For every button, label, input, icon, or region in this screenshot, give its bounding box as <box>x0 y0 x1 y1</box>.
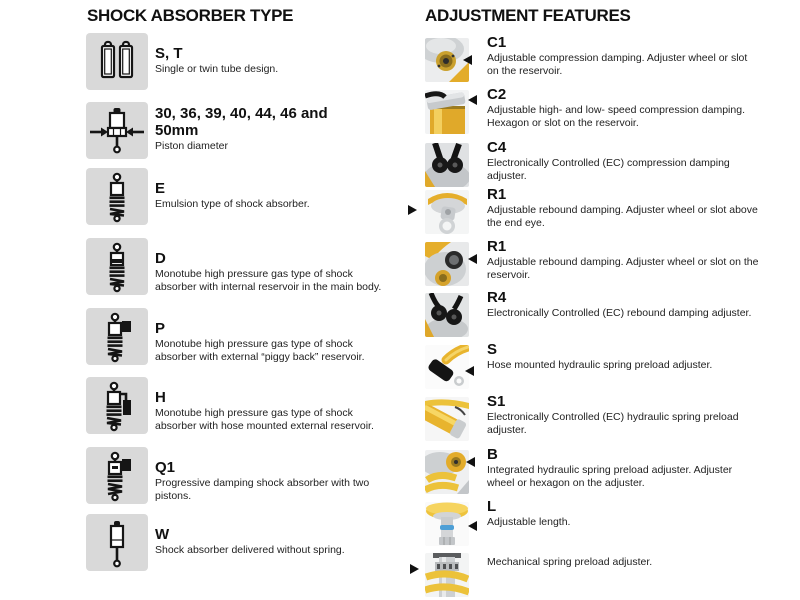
ec-rebound-adjuster-photo <box>425 293 469 337</box>
type-code: Q1 <box>155 459 176 476</box>
feature-description: Adjustable rebound damping. Adjuster wheel or slot on the reservoir. <box>487 256 759 281</box>
shock-without-spring-icon <box>86 514 148 571</box>
feature-pointer-icon <box>465 366 474 376</box>
list-item <box>86 447 406 504</box>
rebound-adjuster-end-eye-photo <box>425 190 469 234</box>
feature-description: Adjustable compression damping. Adjuster wheel or slot on the reservoir. <box>487 52 748 77</box>
type-code: W <box>155 526 170 543</box>
feature-description: Mechanical spring preload adjuster. <box>487 556 653 568</box>
right-section-title: ADJUSTMENT FEATURES <box>425 6 631 25</box>
feature-code: R4 <box>487 289 507 306</box>
left-section-title: SHOCK ABSORBER TYPE <box>87 6 294 25</box>
monotube-internal-reservoir-icon <box>86 238 148 295</box>
list-item <box>425 341 765 389</box>
type-code: E <box>155 180 166 197</box>
feature-pointer-icon <box>466 457 475 467</box>
list-item <box>425 238 765 286</box>
feature-code: R1 <box>487 186 507 203</box>
feature-code: S1 <box>487 393 506 410</box>
mechanical-preload-adjuster-photo <box>425 553 469 597</box>
feature-pointer-icon <box>410 564 419 574</box>
ec-compression-adjuster-photo <box>425 143 469 187</box>
adjustable-length-photo <box>425 502 469 546</box>
list-item <box>425 186 765 234</box>
list-item <box>86 168 406 225</box>
feature-pointer-icon <box>468 521 477 531</box>
feature-pointer-icon <box>468 254 477 264</box>
type-description: Monotube high pressure gas type of shock absorber with internal reservoir in the main body. <box>155 268 382 293</box>
feature-code: C4 <box>487 139 507 156</box>
feature-pointer-icon <box>468 95 477 105</box>
feature-description: Electronically Controlled (EC) compression damping adjuster. <box>487 157 730 182</box>
list-item <box>86 102 406 160</box>
rebound-adjuster-reservoir-photo <box>425 242 469 286</box>
feature-description: Integrated hydraulic spring preload adjuster. Adjuster wheel or hexagon on the adjuster. <box>487 464 733 489</box>
type-description: Progressive damping shock absorber with two pistons. <box>155 477 370 502</box>
type-description: Monotube high pressure gas type of shock absorber with hose mounted external reservoir. <box>155 407 374 432</box>
integrated-preload-adjuster-photo <box>425 450 469 494</box>
feature-code: S <box>487 341 498 358</box>
piggyback-reservoir-shock-icon <box>86 308 148 365</box>
list-item <box>86 238 406 295</box>
type-description: Piston diameter <box>155 140 228 152</box>
feature-code: R1 <box>487 238 507 255</box>
type-description: Monotube high pressure gas type of shock absorber with external “piggy back” reservoir. <box>155 338 365 363</box>
type-code: D <box>155 250 166 267</box>
hose-reservoir-shock-icon <box>86 377 148 434</box>
list-item <box>425 393 765 441</box>
type-code: H <box>155 389 166 406</box>
list-item <box>425 139 765 187</box>
feature-description: Adjustable length. <box>487 516 571 528</box>
type-code: 30, 36, 39, 40, 44, 46 and 50mm <box>155 105 328 139</box>
feature-description: Electronically Controlled (EC) hydraulic spring preload adjuster. <box>487 411 739 436</box>
list-item <box>86 377 406 434</box>
type-description: Single or twin tube design. <box>155 63 279 75</box>
feature-description: Electronically Controlled (EC) rebound damping adjuster. <box>487 307 752 319</box>
list-item <box>425 446 765 494</box>
feature-pointer-icon <box>463 55 472 65</box>
feature-description: Adjustable rebound damping. Adjuster wheel or slot above the end eye. <box>487 204 758 229</box>
feature-description: Hose mounted hydraulic spring preload adjuster. <box>487 359 713 371</box>
piston-diameter-icon <box>86 102 148 159</box>
list-item <box>425 289 765 337</box>
feature-code: C1 <box>487 34 507 51</box>
list-item <box>425 498 765 546</box>
feature-pointer-icon <box>408 205 417 215</box>
single-twin-tube-icon <box>86 33 148 90</box>
list-item <box>425 34 765 82</box>
list-item <box>425 86 765 134</box>
list-item <box>86 33 406 90</box>
type-description: Emulsion type of shock absorber. <box>155 198 310 210</box>
list-item <box>425 553 765 597</box>
list-item <box>86 514 406 571</box>
feature-description: Adjustable high- and low- speed compression damping. Hexagon or slot on the reservoir. <box>487 104 745 129</box>
highlow-compression-adjuster-photo <box>425 90 469 134</box>
feature-code: L <box>487 498 497 515</box>
hose-preload-adjuster-photo <box>425 345 469 389</box>
type-code: S, T <box>155 45 183 62</box>
feature-code: B <box>487 446 498 463</box>
type-code: P <box>155 320 166 337</box>
feature-code: C2 <box>487 86 507 103</box>
ec-preload-adjuster-photo <box>425 397 469 441</box>
type-description: Shock absorber delivered without spring. <box>155 544 345 556</box>
progressive-two-piston-shock-icon <box>86 447 148 504</box>
list-item <box>86 308 406 365</box>
emulsion-shock-icon <box>86 168 148 225</box>
